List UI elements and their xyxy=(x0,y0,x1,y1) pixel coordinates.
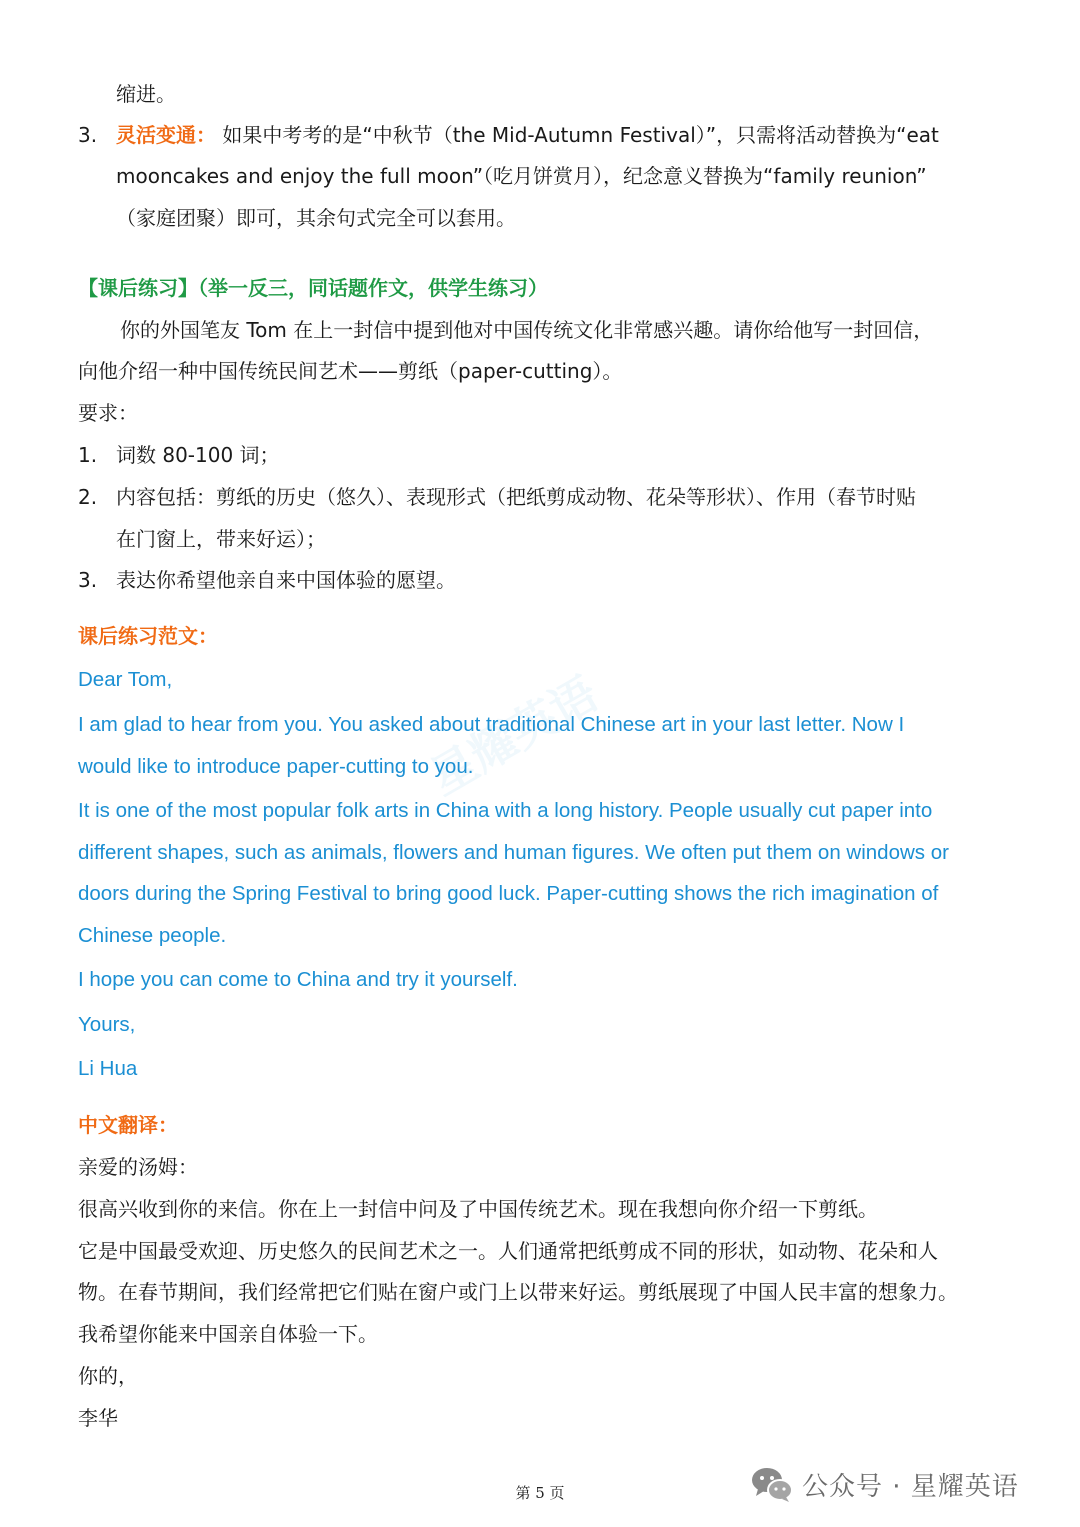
tip-text-1: 如果中考考的是“中秋节（the Mid-Autumn Festival）”，只需将活动替换为“eat xyxy=(222,123,939,147)
sample-line: doors during the Spring Festival to bring good luck. Paper-cutting shows the rich imagination of xyxy=(78,882,939,905)
translation-line: 物。在春节期间，我们经常把它们贴在窗户或门上以带来好运。剪纸展现了中国人民丰富的想象力。 xyxy=(78,1280,958,1304)
sample-line: would like to introduce paper-cutting to you. xyxy=(78,755,474,778)
sample-line: I am glad to hear from you. You asked about traditional Chinese art in your last letter. Now I xyxy=(78,713,905,736)
req-text-3: 表达你希望他亲自来中国体验的愿望。 xyxy=(116,568,456,592)
sample-line: Chinese people. xyxy=(78,924,227,947)
translation-line: 很高兴收到你的来信。你在上一封信中问及了中国传统艺术。现在我想向你介绍一下剪纸。 xyxy=(78,1197,878,1221)
page-number: 第 5 页 xyxy=(515,1484,565,1502)
practice-prompt-1: 你的外国笔友 Tom 在上一封信中提到他对中国传统文化非常感兴趣。请你给他写一封回信， xyxy=(120,318,934,342)
practice-prompt-2: 向他介绍一种中国传统民间艺术——剪纸（paper-cutting）。 xyxy=(78,359,623,383)
requirements-label: 要求： xyxy=(78,401,138,425)
req-number-3: 3. xyxy=(78,568,98,592)
req-text-1: 词数 80-100 词； xyxy=(116,443,280,467)
sample-line: I hope you can come to China and try it yourself. xyxy=(78,968,518,991)
translation-line: 我希望你能来中国亲自体验一下。 xyxy=(78,1322,378,1346)
translation-line: 你的， xyxy=(78,1364,138,1388)
watermark: 星耀英语 xyxy=(420,666,607,805)
tip-continuation: 缩进。 xyxy=(116,82,176,106)
req-text-2b: 在门窗上，带来好运）； xyxy=(116,527,326,551)
tip-line-2: mooncakes and enjoy the full moon”（吃月饼赏月），纪念意义替换为“family reunion” xyxy=(116,164,927,188)
req-number-2: 2. xyxy=(78,485,98,509)
sample-heading: 课后练习范文： xyxy=(78,624,218,648)
tip-line-1 xyxy=(116,121,939,149)
sample-line: Li Hua xyxy=(78,1057,138,1080)
translation-line: 它是中国最受欢迎、历史悠久的民间艺术之一。人们通常把纸剪成不同的形状，如动物、花朵和人 xyxy=(78,1239,938,1263)
tip-line-3: （家庭团聚）即可，其余句式完全可以套用。 xyxy=(116,206,516,230)
translation-line: 李华 xyxy=(78,1406,118,1430)
tip-label: 灵活变通： xyxy=(116,123,216,147)
sample-line: Yours, xyxy=(78,1013,136,1036)
wechat-brand xyxy=(750,1462,1019,1506)
sample-line: It is one of the most popular folk arts in China with a long history. People usually cut paper into xyxy=(78,799,933,822)
sample-line: different shapes, such as animals, flowers and human figures. We often put them on windows or xyxy=(78,841,949,864)
tip-number: 3. xyxy=(78,123,98,147)
req-text-2a: 内容包括：剪纸的历史（悠久）、表现形式（把纸剪成动物、花朵等形状）、作用（春节时贴 xyxy=(116,485,916,509)
wechat-icon xyxy=(750,1464,794,1504)
translation-line: 亲爱的汤姆： xyxy=(78,1155,198,1179)
translation-heading: 中文翻译： xyxy=(78,1113,178,1137)
req-number-1: 1. xyxy=(78,443,98,467)
practice-heading: 【课后练习】（举一反三，同话题作文，供学生练习） xyxy=(78,276,548,300)
sample-line: Dear Tom, xyxy=(78,668,173,691)
brand-text: 公众号 · 星耀英语 xyxy=(802,1471,1019,1502)
